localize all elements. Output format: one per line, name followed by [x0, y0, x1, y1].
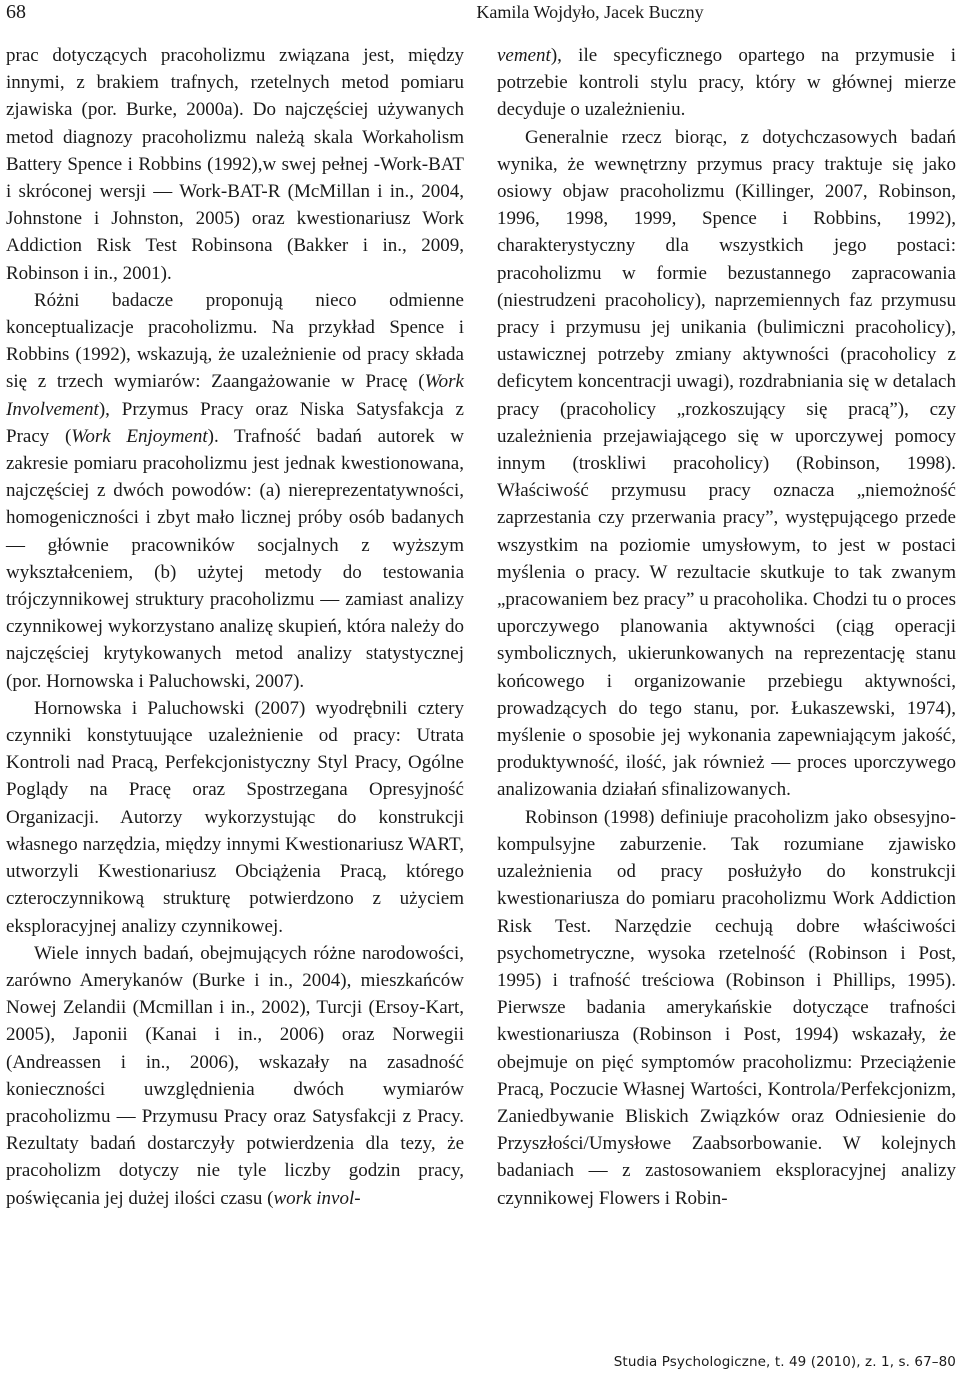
right-paragraph-1-rest: ), ile specyficznego opartego na przymusie i potrzebie kontroli stylu pracy, który w głównej mierze decyduje o uzależnieniu. — [497, 45, 956, 121]
left-column — [6, 42, 464, 1212]
left-paragraph-2-part-a: Różni badacze proponują nieco odmienne konceptualizacje pracoholizmu. Na przykład Spence i Robbins (1992), wskazują, że uzależnienie od pracy składa się z trzech wymiarów: Zaangażowanie w Pracę ( — [6, 289, 464, 393]
page-number: 68 — [6, 1, 26, 23]
term-work-involvement-end: vement — [497, 45, 551, 66]
left-paragraph-2-part-b: ), Przymus Pracy oraz Niska Satysfakcja z Pracy ( — [6, 398, 464, 447]
running-head — [0, 0, 940, 24]
journal-footer: Studia Psychologiczne, t. 49 (2010), z. 1, s. 67–80 — [613, 1354, 956, 1370]
left-paragraph-1: prac dotyczących pracoholizmu związana jest, między innymi, z brakiem trafnych, rzetelnych metod pomiaru zjawiska (por. Burke, 2000a). Do najczęściej używanych metod diagnozy pracoholizmu należą skala Workaholism Battery Spence i Robbins (1992),w swej pełnej -Work-BAT i skróconej wersji — Work-BAT-R (McMillan i in., 2004, Johnstone i Johnston, 2005) oraz kwestionariusz Work Addiction Risk Test Robinsona (Bakker i in., 2009, Robinson i in., 2001). — [6, 45, 464, 284]
left-paragraph-2-part-c: ). Trafność badań autorek w zakresie pomiaru pracoholizmu jest jednak kwestionowana, najczęściej z dwóch powodów: (a) niereprezentatywności, homogeniczności i zbyt mało licznej próby osób badanych — głównie pracowników socjalnych z wyższym wykształceniem, (b) użytej metody do testowania trójczynnikowej struktury pracoholizmu — zamiast analizy czynnikowej wykorzystano analizę skupień, która należy do najczęściej krytykowanych metod analizy statystycznej (por. Hornowska i Paluchowski, 2007). — [6, 425, 464, 692]
left-paragraph-3: Hornowska i Paluchowski (2007) wyodrębnili cztery czynniki konstytuujące uzależnienie od pracy: Utrata Kontroli nad Pracą, Perfekcjonistyczny Styl Pracy, Ogólne Poglądy na Pracę oraz Spostrzegana Opresyjność Organizacji. Autorzy wykorzystując do konstrukcji własnego narzędzia, między innymi Kwestionariusz WART, utworzyli Kwestionariusz Obciążenia Pracą, którego czteroczynnikową strukturę potwierdzono z użyciem eksploracyjnej analizy czynnikowej. — [6, 697, 464, 937]
left-paragraph-2 — [6, 287, 464, 695]
left-paragraph-4-part-a: Wiele innych badań, obejmujących różne narodowości, zarówno Amerykanów (Burke i in., 2004), mieszkańców Nowej Zelandii (Mcmillan i in., 2002), Turcji (Ersoy-Kart, 2005), Japonii (Kanai i in., 2006) oraz Norwegii (Andreassen i in., 2006), wskazały na zasadność konieczności uwzględnienia dwóch wymiarów pracoholizmu — Przymusu Pracy oraz Satysfakcji z Pracy. Rezultaty badań dostarczyły potwierdzenia dla tezy, że pracoholizm dotyczy nie tyle liczby godzin pracy, poświęcania jej dużej ilości czasu ( — [6, 942, 464, 1209]
right-column — [497, 42, 956, 1212]
term-work-involvement-start: work invol- — [273, 1187, 361, 1209]
right-paragraph-2: Generalnie rzecz biorąc, z dotychczasowych badań wynika, że wewnętrzny przymus pracy traktuje się jako osiowy objaw pracoholizmu (Killinger, 2007, Robinson, 1996, 1998, 1999, Spence i Robbins, 1992), charakterystyczny dla wszystkich jego postaci: pracoholizmu w formie bezustannego zapracowania (niestrudzeni pracoholicy), naprzemiennych faz przymusu pracy i przymusu jej unikania (bulimiczni pracoholicy), ustawicznej potrzeby zmiany aktywności (pracoholicy z deficytem koncentracji uwagi), rozdrabniania się w detalach pracy (pracoholicy „rozkoszujący się pracą”), czy uzależnienia przejawiającego się w uporczywej pomocy innym (troskliwi pracoholicy) (Robinson, 1998). Właściwość przymusu pracy oznacza „niemożność zaprzestania czy przerwania pracy”, występującego przede wszystkim na poziomie umysłowym, to jest w postaci myślenia o pracy. W rezultacie skutkuje to tak zwanym „pracowaniem bez pracy” u pracoholika. Chodzi tu o proces uporczywego planowania aktywności (ciąg operacji symbolicznych, ukierunkowanych na reprezentację stanu końcowego i organizowanie przebiegu aktywności, prowadzących do tego stanu, por. Łukaszewski, 1974), myślenie o sposobie jej wykonania zapewniającym jakość, produktywność, ilość, jak również — proces uporczywego analizowania działań sfinalizowanych. — [497, 126, 956, 801]
running-head-authors: Kamila Wojdyło, Jacek Buczny — [476, 2, 704, 22]
left-paragraph-4 — [6, 940, 464, 1212]
right-paragraph-3: Robinson (1998) definiuje pracoholizm jako obsesyjno-kompulsyjne zaburzenie. Tak rozumiane zjawisko uzależnienia od pracy posłużyło do konstrukcji kwestionariusza do pomiaru pracoholizmu Work Addiction Risk Test. Narzędzie cechują dobre właściwości psychometryczne, wysoka rzetelność (Robinson i Post, 1995) i trafność treściowa (Robinson i Phillips, 1995). Pierwsze badania amerykańskie dotyczące trafności kwestionariusza (Robinson i Post, 1994) wskazały, że obejmuje on pięć symptomów pracoholizmu: Przeciążenie Pracą, Poczucie Własnej Wartości, Kontrola/Perfekcjonizm, Zaniedbywanie Bliskich Związków oraz Odniesienie do Przyszłości/Umysłowe Zaabsorbowanie. W kolejnych badaniach — z zastosowaniem eksploracyjnej analizy czynnikowej Flowers i Robin- — [497, 806, 956, 1209]
term-work-enjoyment: Work Enjoyment — [71, 425, 208, 447]
right-paragraph-1 — [497, 42, 956, 124]
term-work-involvement: Work Involvement — [6, 371, 464, 420]
